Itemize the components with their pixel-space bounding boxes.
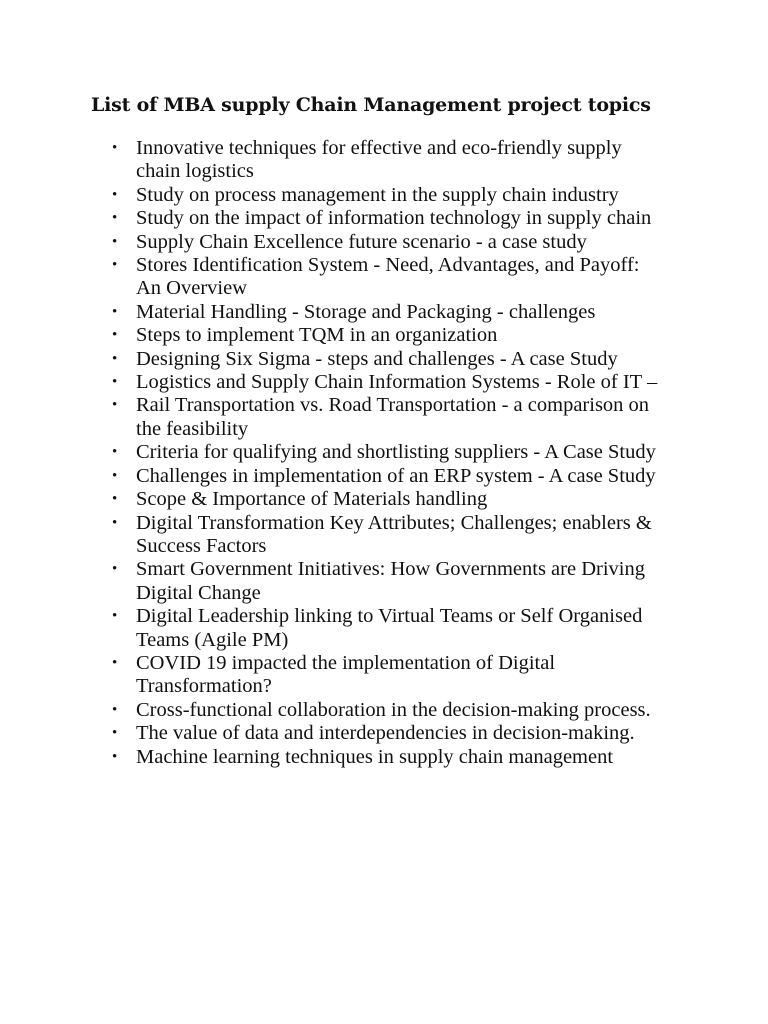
topic-item <box>112 512 660 559</box>
topic-text: Machine learning techniques in supply chain management <box>136 745 614 768</box>
bullet-icon: • <box>112 491 118 508</box>
topic-text: Logistics and Supply Chain Information Systems - Role of IT – <box>136 371 658 394</box>
topic-text: Designing Six Sigma - steps and challenges - A case Study <box>136 347 618 370</box>
topic-text: COVID 19 impacted the implementation of Digital Transformation? <box>136 651 556 698</box>
topic-text: Material Handling - Storage and Packaging - challenges <box>136 300 596 323</box>
bullet-icon: • <box>112 303 118 320</box>
topic-item <box>112 184 660 207</box>
topic-text: Scope & Importance of Materials handling <box>136 488 488 511</box>
topic-item <box>112 699 660 722</box>
topic-item <box>112 231 660 254</box>
bullet-icon: • <box>112 350 118 367</box>
bullet-icon: • <box>112 725 118 742</box>
topic-text: Stores Identification System - Need, Advantages, and Payoff: An Overview <box>136 254 640 300</box>
bullet-icon: • <box>112 140 118 156</box>
topic-item <box>112 488 660 511</box>
topic-text: Innovative techniques for effective and eco-friendly supply chain logistics <box>136 137 622 183</box>
topic-item <box>112 254 660 301</box>
bullet-icon: • <box>112 233 118 250</box>
topic-text: Supply Chain Excellence future scenario - a case study <box>136 230 587 253</box>
topic-item <box>112 558 660 605</box>
topic-item <box>112 465 660 488</box>
topic-item <box>112 605 660 652</box>
bullet-icon: • <box>112 608 118 625</box>
bullet-icon: • <box>112 514 118 531</box>
topic-text: Criteria for qualifying and shortlisting suppliers - A Case Study <box>136 441 656 464</box>
topic-item <box>112 207 660 230</box>
topic-item <box>112 348 660 371</box>
topic-text: Steps to implement TQM in an organization <box>136 324 498 347</box>
topic-item <box>112 746 660 769</box>
topic-item <box>112 652 660 699</box>
bullet-icon: • <box>112 397 118 414</box>
topic-item <box>112 137 660 184</box>
topic-text: Challenges in implementation of an ERP system - A case Study <box>136 464 656 487</box>
topic-text: Smart Government Initiatives: How Governments are Driving Digital Change <box>136 558 645 604</box>
topic-item <box>112 441 660 464</box>
document-title: List of MBA supply Chain Management project topics <box>91 94 651 116</box>
bullet-icon: • <box>112 654 118 671</box>
bullet-icon: • <box>112 467 118 484</box>
topic-item <box>112 722 660 745</box>
topic-text: Rail Transportation vs. Road Transportation - a comparison on the feasibility <box>136 394 650 440</box>
bullet-icon: • <box>112 327 118 344</box>
topic-text: Cross-functional collaboration in the decision-making process. <box>136 698 651 721</box>
bullet-icon: • <box>112 210 118 227</box>
topic-item <box>112 371 660 394</box>
topic-text: Study on the impact of information technology in supply chain <box>136 207 652 230</box>
topic-text: Digital Transformation Key Attributes; Challenges; enablers & Success Factors <box>136 511 652 557</box>
topic-item <box>112 301 660 324</box>
topic-item <box>112 324 660 347</box>
topic-text: Study on process management in the supply chain industry <box>136 183 619 206</box>
bullet-icon: • <box>112 186 118 203</box>
bullet-icon: • <box>112 561 118 578</box>
topic-item <box>112 394 660 441</box>
bullet-icon: • <box>112 748 118 765</box>
bullet-icon: • <box>112 257 118 274</box>
bullet-icon: • <box>112 701 118 718</box>
bullet-icon: • <box>112 374 118 391</box>
topic-list <box>112 137 660 769</box>
topic-text: Digital Leadership linking to Virtual Teams or Self Organised Teams (Agile PM) <box>136 605 643 651</box>
topic-text: The value of data and interdependencies in decision-making. <box>136 722 635 745</box>
bullet-icon: • <box>112 444 118 461</box>
